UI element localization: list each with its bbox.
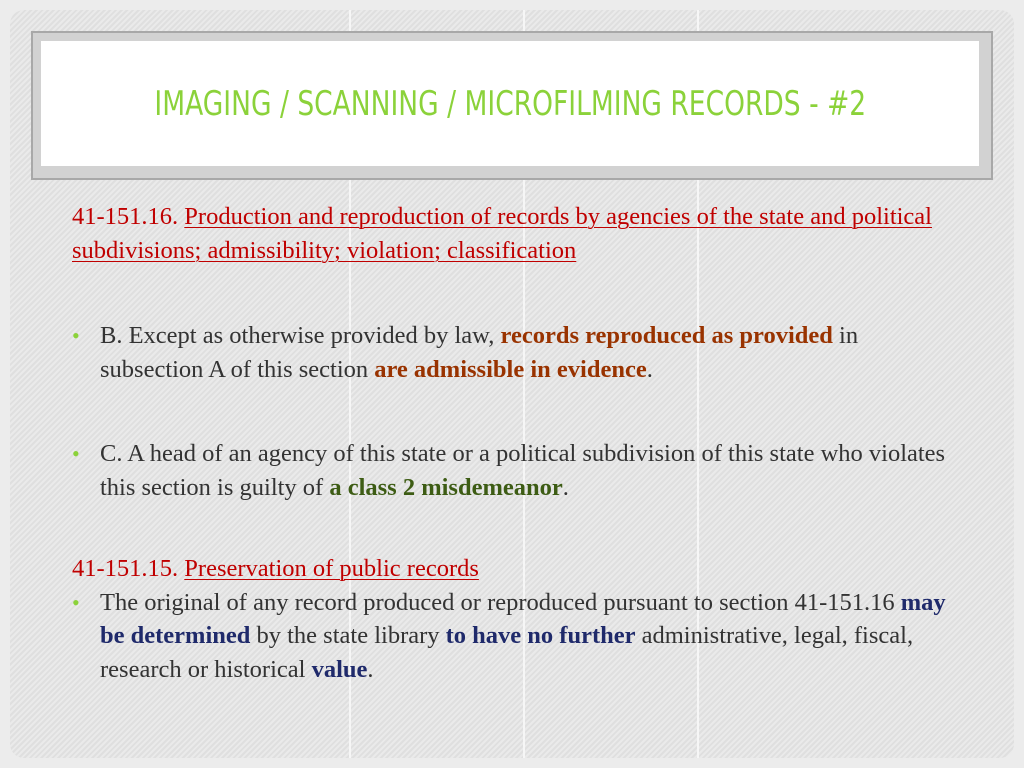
emphasis-text: to have no further xyxy=(445,622,636,649)
section-title-link[interactable]: Preservation of public records xyxy=(184,555,479,582)
bullet-icon: • xyxy=(72,441,80,466)
bullet-item-b xyxy=(72,319,957,386)
emphasis-text: are admissible in evidence xyxy=(374,355,647,383)
slide-title xyxy=(154,84,866,124)
emphasis-text: a class 2 misdemeanor xyxy=(329,473,563,501)
bullet-text: B. Except as otherwise provided by law, xyxy=(100,322,501,349)
bullet-item-c xyxy=(72,437,957,504)
bullet-icon: • xyxy=(72,323,80,348)
bullet-item-original-records xyxy=(72,586,957,687)
emphasis-text: may be determined xyxy=(100,588,946,649)
section-title-link[interactable]: Production and reproduction of records by agencies of the state and political subdivisions; admissibility; violation; classification xyxy=(72,203,932,264)
emphasis-text: value xyxy=(311,655,368,683)
slide-title-suffix: - #2 xyxy=(800,83,866,124)
section-number: 41-151.15. xyxy=(72,555,179,582)
bullet-text: by the state library xyxy=(250,622,446,649)
slide-title-main: IMAGING / SCANNING / MICROFILMING RECORDS xyxy=(154,83,801,124)
bullet-icon: • xyxy=(72,589,80,615)
bullet-text: administrative, legal, fiscal, research or historical xyxy=(100,622,914,683)
section-heading-41-151-15 xyxy=(72,552,957,586)
slide-content xyxy=(72,200,957,686)
emphasis-text: records reproduced as provided xyxy=(500,322,833,349)
title-box xyxy=(41,41,979,166)
bullet-text: in subsection A of this section xyxy=(100,322,859,383)
bullet-text: . xyxy=(562,473,569,501)
bullet-text: The original of any record produced or reproduced pursuant to section 41-151.16 xyxy=(100,588,901,616)
bullet-text: . xyxy=(367,655,374,683)
bullet-text: C. A head of an agency of this state or a political subdivision of this state who violates this section is guilty of xyxy=(100,440,946,501)
bullet-text: . xyxy=(646,355,653,383)
section-number: 41-151.16. xyxy=(72,203,179,230)
section-heading-41-151-16 xyxy=(72,200,957,267)
